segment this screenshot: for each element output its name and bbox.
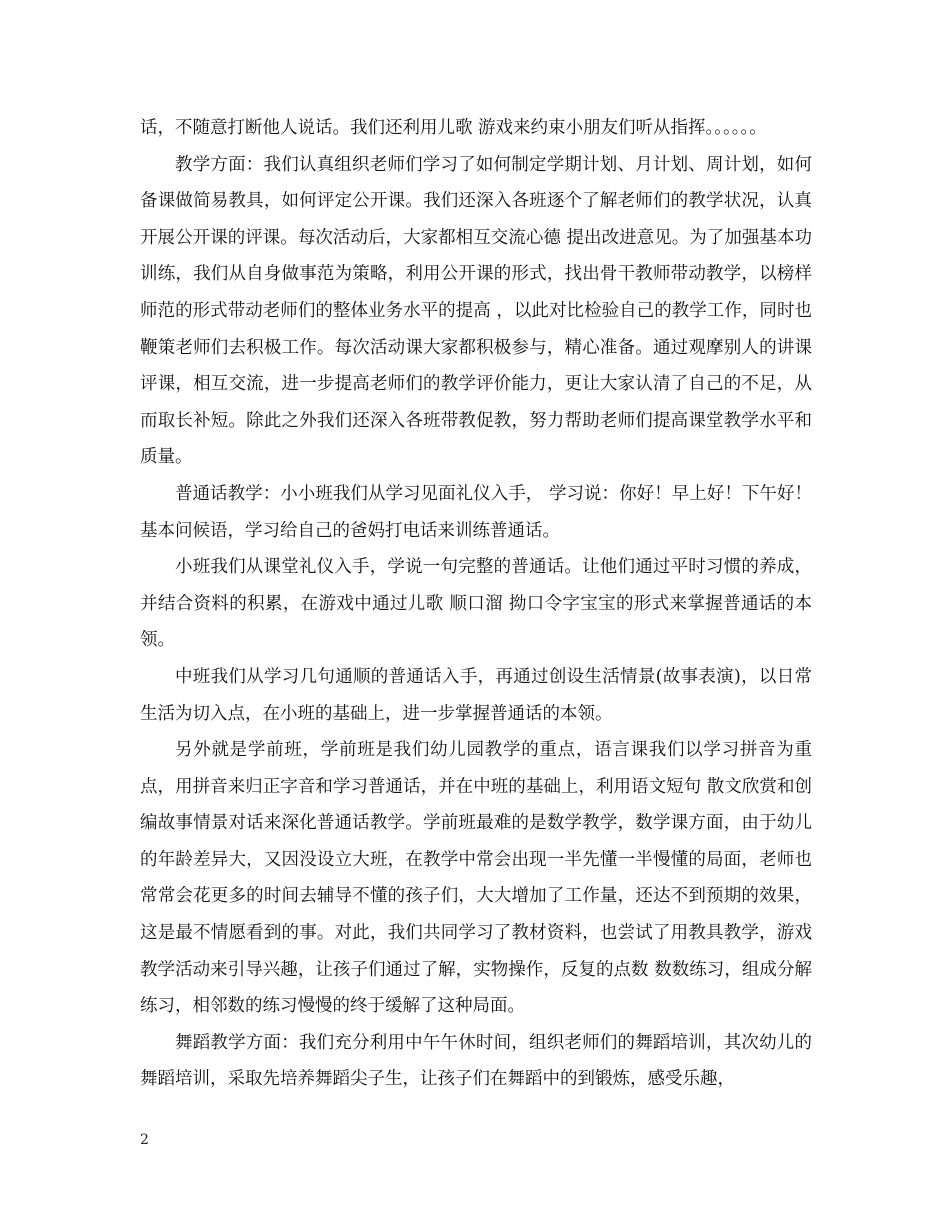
document-body [140, 110, 812, 1098]
paragraph-continuation: 话，不随意打断他人说话。我们还利用儿歌 游戏来约束小朋友们听从指挥。。。。。。 [140, 118, 767, 138]
paragraph-mandarin-teaching: 普通话教学：小小班我们从学习见面礼仪入手， 学习说：你好！早上好！下午好！基本问候语，学习给自己的爸妈打电话来训练普通话。 [140, 483, 812, 541]
paragraph-middle-class: 中班我们从学习几句通顺的普通话入手，再通过创设生活情景(故事表演)，以日常生活为切入点，在小班的基础上，进一步掌握普通话的本领。 [140, 666, 812, 724]
paragraph-dance-teaching: 舞蹈教学方面：我们充分利用中午午休时间，组织老师们的舞蹈培训，其次幼儿的舞蹈培训，采取先培养舞蹈尖子生，让孩子们在舞蹈中的到锻炼，感受乐趣， [140, 1032, 812, 1090]
paragraph-preschool-class: 另外就是学前班，学前班是我们幼儿园教学的重点，语言课我们以学习拼音为重点，用拼音来归正字音和学习普通话，并在中班的基础上，利用语文短句 散文欣赏和创编故事情景对话来深化普通话教学。学前班最难的是数学教学，数学课方面，由于幼儿的年龄差异大，又因没设立大班，在教学中常会出现一半先懂一半慢懂的局面，老师也常常会花更多的时间去辅导不懂的孩子们，大大增加了工作量，还达不到预期的效果，这是最不情愿看到的事。对此，我们共同学习了教材资料，也尝试了用教具教学，游戏教学活动来引导兴趣，让孩子们通过了解，实物操作，反复的点数 数数练习，组成分解练习，相邻数的练习慢慢的终于缓解了这种局面。 [140, 740, 812, 1017]
page-number: 2 [140, 1132, 149, 1148]
paragraph-small-class: 小班我们从课堂礼仪入手，学说一句完整的普通话。让他们通过平时习惯的养成，并结合资料的积累，在游戏中通过儿歌 顺口溜 拗口令字宝宝的形式来掌握普通话的本领。 [140, 557, 812, 651]
paragraph-teaching: 教学方面：我们认真组织老师们学习了如何制定学期计划、月计划、周计划，如何备课做简易教具，如何评定公开课。我们还深入各班逐个了解老师们的教学状况，认真开展公开课的评课。每次活动后，大家都相互交流心德 提出改进意见。为了加强基本功训练，我们从自身做事范为策略，利用公开课的形式，找出骨干教师带动教学，以榜样师范的形式带动老师们的整体业务水平的提高 ，以此对比检验自己的教学工作，同时也鞭策老师们去积极工作。每次活动课大家都积极参与，精心准备。通过观摩别人的讲课 评课，相互交流，进一步提高老师们的教学评价能力，更让大家认清了自己的不足，从而取长补短。除此之外我们还深入各班带教促教，努力帮助老师们提高课堂教学水平和质量。 [140, 154, 812, 468]
